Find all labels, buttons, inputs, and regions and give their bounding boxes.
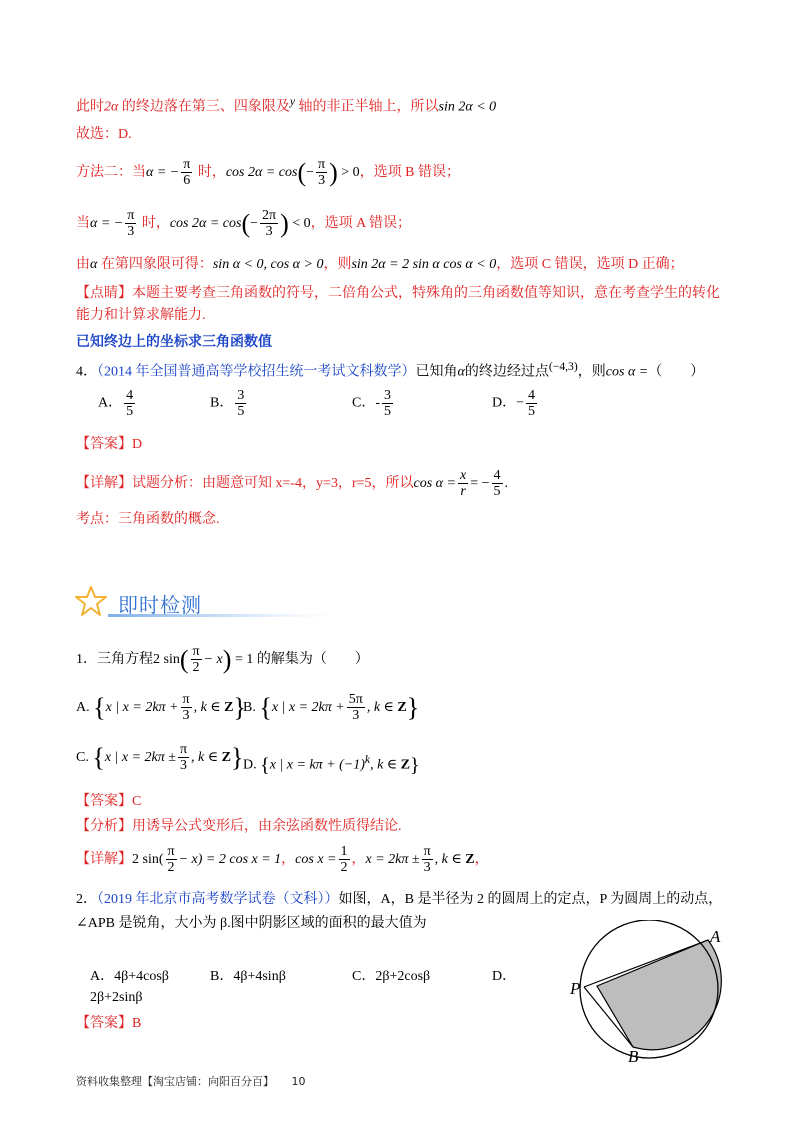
p2-option-a: A．4β+4cosβ bbox=[90, 969, 169, 984]
q4-option-d: D．− $\frac{4}{5}$ bbox=[492, 388, 536, 419]
q4-detail: 【详解】试题分析：由题意可知 x=-4，y=3，r=5，所以cos α = $\frac{x}{r}$ = − $\frac{4}{5}$ . bbox=[76, 468, 508, 500]
label-b: B bbox=[628, 1047, 639, 1065]
page-number: 10 bbox=[291, 1075, 306, 1088]
p1-option-b: B. {x | x = 2kπ + $\frac{5\pi}{3}$ , k ∈ Z} bbox=[243, 692, 420, 724]
section-title: 即时检测 bbox=[118, 593, 202, 617]
q4-option-b: B． $\frac{3}{5}$ bbox=[210, 388, 245, 419]
p1-answer: 【答案】C bbox=[76, 794, 142, 809]
line-choose-d: 故选：D. bbox=[76, 127, 132, 142]
line-fourth-quadrant: 由α 在第四象限可得：sin α < 0, cos α > 0，则sin 2α = 2 sin α cos α < 0，选项 C 错误，选项 D 正确； bbox=[76, 257, 684, 272]
dianjing-line-1: 【点睛】本题主要考查三角函数的符号，二倍角公式，特殊角的三角函数值等知识，意在考查学生的转化 bbox=[76, 286, 720, 301]
page-footer bbox=[76, 1073, 306, 1089]
line-quadrant: 此时2α 的终边落在第三、四象限及$^y$ 轴的非正半轴上，所以sin 2α < 0 bbox=[76, 95, 497, 115]
section-banner bbox=[74, 584, 364, 620]
q4-stem: 4．（2014 年全国普通高等学校招生统一考试文科数学）已知角α的终边经过点$^{(-4,3)}$，则cos α =（ ） bbox=[76, 360, 705, 380]
p1-stem: 1．三角方程2 sin( $\frac{\pi}{2}$ − x) = 1 的解集为（ ） bbox=[76, 644, 369, 676]
p1-option-d: D. {x | $x = k\pi + (-1)^k$, k ∈ Z} bbox=[243, 753, 420, 777]
q4-option-c: C．- $\frac{3}{5}$ bbox=[352, 388, 392, 419]
q4-kaodian: 考点：三角函数的概念. bbox=[76, 512, 220, 527]
p2-option-b: B．4β+4sinβ bbox=[210, 969, 286, 984]
q4-option-a: A． $\frac{4}{5}$ bbox=[98, 388, 134, 419]
p1-option-a: A. {x | x = 2kπ + $\frac{\pi}{3}$ , k ∈ Z} bbox=[76, 692, 246, 724]
p2-stem-1: 2．（2019 年北京市高考数学试卷（文科））如图，A，B 是半径为 2 的圆周上的定点，P 为圆周上的动点， bbox=[76, 892, 723, 907]
p2-stem-2: ∠APB 是锐角，大小为 β.图中阴影区域的面积的最大值为 bbox=[76, 916, 427, 931]
label-p: P bbox=[570, 979, 581, 998]
label-a: A bbox=[710, 927, 721, 946]
p2-option-d-text: 2β+2sinβ bbox=[90, 990, 143, 1005]
p2-answer: 【答案】B bbox=[76, 1016, 142, 1031]
q4-answer: 【答案】D bbox=[76, 437, 143, 452]
p2-option-d: D． bbox=[492, 969, 517, 984]
footer-text: 资料收集整理【淘宝店铺：向阳百分百】 bbox=[76, 1075, 274, 1088]
line-method-two: 方法二：当α = − $\frac{\pi}{6}$ 时，cos 2α = cos(− $\frac{\pi}{3}$ ) > 0，选项 B 错误； bbox=[76, 157, 461, 189]
line-alpha-neg-pi3: 当α = − $\frac{\pi}{3}$ 时，cos 2α = cos(− $\frac{2\pi}{3}$ ) < 0，选项 A 错误； bbox=[76, 208, 412, 240]
p1-analysis: 【分析】用诱导公式变形后，由余弦函数性质得结论. bbox=[76, 819, 402, 834]
p1-detail: 【详解】2 sin( $\frac{\pi}{2}$ − x) = 2 cos x = 1，cos x = $\frac{1}{2}$ ，x = 2kπ ± $\frac{\pi}{3}$ , k ∈ Z， bbox=[76, 844, 489, 876]
circle-figure bbox=[570, 920, 730, 1065]
p2-option-c: C．2β+2cosβ bbox=[352, 969, 431, 984]
p1-option-c: C. {x | x = 2kπ ± $\frac{\pi}{3}$ , k ∈ Z} bbox=[76, 742, 244, 774]
section-heading: 已知终边上的坐标求三角函数值 bbox=[76, 335, 272, 350]
dianjing-line-2: 能力和计算求解能力. bbox=[76, 308, 206, 323]
